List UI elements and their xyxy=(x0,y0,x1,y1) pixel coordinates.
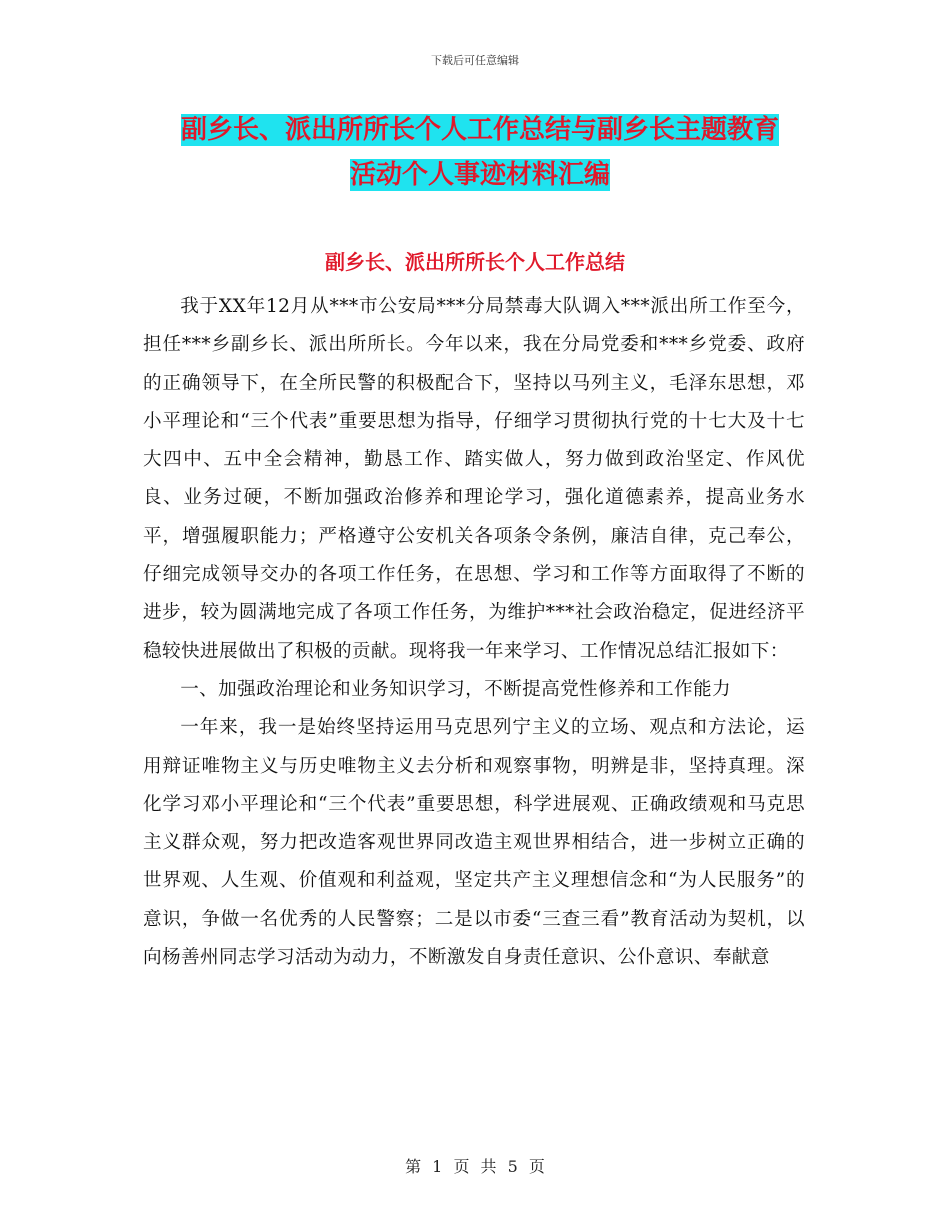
paragraph: 我于XX年12月从***市公安局***分局禁毒大队调入***派出所工作至今，担任***乡副乡长、派出所所长。今年以来，我在分局党委和***乡党委、政府的正确领导下，在全所民警的积极配合下，坚持以马列主义，毛泽东思想，邓小平理论和“三个代表”重要思想为指导，仔细学习贯彻执行党的十七大及十七大四中、五中全会精神，勤恳工作、踏实做人，努力做到政治坚定、作风优良、业务过硬，不断加强政治修养和理论学习，强化道德素养，提高业务水平，增强履职能力；严格遵守公安机关各项条令条例，廉洁自律，克己奉公，仔细完成领导交办的各项工作任务，在思想、学习和工作等方面取得了不断的进步，较为圆满地完成了各项工作任务，为维护***社会政治稳定，促进经济平稳较快进展做出了积极的贡献。现将我一年来学习、工作情况总结汇报如下： xyxy=(143,296,805,662)
body-text xyxy=(143,288,805,977)
header-note: 下载后可任意编辑 xyxy=(431,54,519,67)
title-line-1: 副乡长、派出所所长个人工作总结与副乡长主题教育 xyxy=(180,115,779,145)
section-title: 副乡长、派出所所长个人工作总结 xyxy=(325,250,625,274)
title-line-2: 活动个人事迹材料汇编 xyxy=(349,160,610,190)
paragraph: 一年来，我一是始终坚持运用马克思列宁主义的立场、观点和方法论，运用辩证唯物主义与历史唯物主义去分析和观察事物，明辨是非，坚持真理。深化学习邓小平理论和“三个代表”重要思想，科学进展观、正确政绩观和马克思主义群众观，努力把改造客观世界同改造主观世界相结合，进一步树立正确的世界观、人生观、价值观和利益观，坚定共产主义理想信念和“为人民服务”的意识，争做一名优秀的人民警察；二是以市委“三查三看”教育活动为契机，以向杨善州同志学习活动为动力，不断激发自身责任意识、公仆意识、奉献意 xyxy=(143,717,805,969)
paragraph: 一、加强政治理论和业务知识学习，不断提高党性修养和工作能力 xyxy=(180,678,732,700)
document-title xyxy=(140,108,820,198)
page-footer: 第 1 页 共 5 页 xyxy=(405,1157,545,1176)
